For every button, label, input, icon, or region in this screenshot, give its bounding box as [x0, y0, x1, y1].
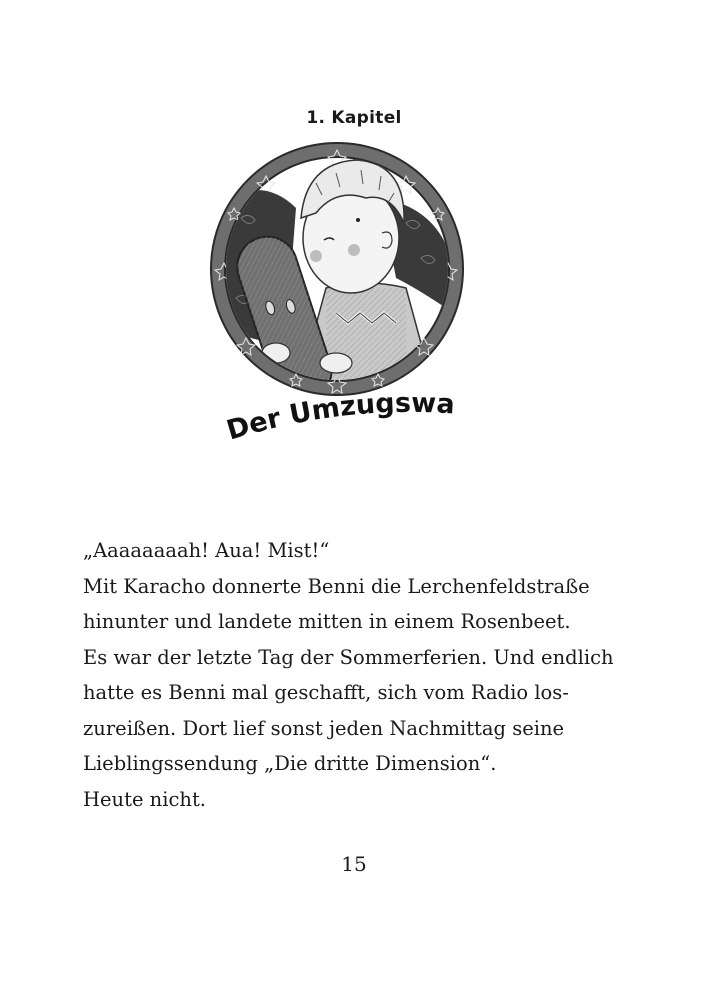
page-number: 15	[341, 852, 367, 876]
illustration-svg	[206, 138, 468, 400]
text-line: Es war der letzte Tag der Sommerferien. Und endlich	[83, 645, 614, 669]
text-line: hinunter und landete mitten in einem Rosenbeet.	[83, 610, 571, 633]
text-line: hatte es Benni mal geschafft, sich vom Radio los-	[83, 681, 569, 704]
chapter-title	[220, 378, 470, 458]
body-text	[83, 533, 643, 817]
text-line: Mit Karacho donnerte Benni die Lerchenfeldstraße	[83, 574, 590, 598]
text-line: zureißen. Dort lief sonst jeden Nachmittag seine	[83, 716, 565, 740]
text-line: Heute nicht.	[83, 787, 206, 811]
chapter-label: 1. Kapitel	[306, 108, 402, 128]
text-line: „Aaaaaaaah! Aua! Mist!“	[83, 539, 330, 562]
chapter-title-svg	[220, 378, 470, 458]
boy-with-skateboard-illustration	[206, 138, 468, 400]
text-line: Lieblingssendung „Die dritte Dimension“.	[83, 752, 497, 775]
chapter-title-text: Der Umzugswa	[223, 387, 456, 447]
